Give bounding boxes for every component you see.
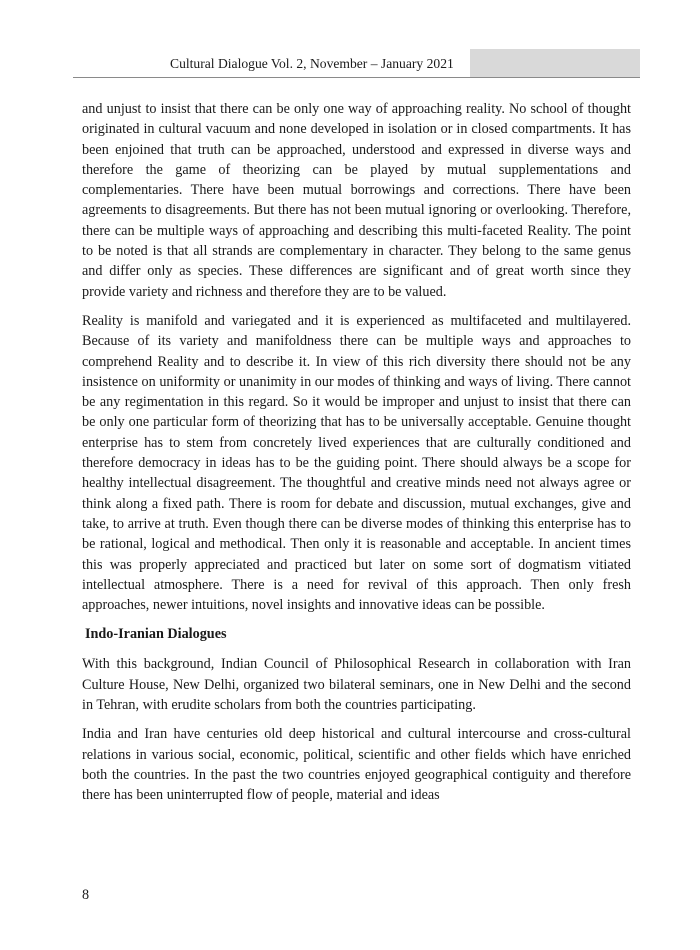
body-paragraph-2: Reality is manifold and variegated and it is experienced as multifaceted and multilayered. Because of its variety and manifoldness there can be multiple ways and approaches to comprehend Reality and to describe it. In view of this rich diversity there should not be any insistence on uniformity or unanimity in our modes of thinking and ways of living. There cannot be any regimentation in this regard. So it would be improper and unjust to insist that there can be only one particular form of theorizing that has to be universally acceptable. Genuine thought enterprise has to stem from concretely lived experiences that are culturally conditioned and therefore democracy in ideas has to be the guiding point. There should always be a scope for healthy intellectual disagreement. The thoughtful and creative minds need not always agree or think along a fixed path. There is room for debate and discussion, mutual exchanges, give and take, to arrive at truth. Even though there can be diverse modes of thinking this enterprise has to be rational, logical and methodical. Then only it is reasonable and acceptable. In ancient times this was properly appreciated and practiced but later on some sort of dogmatism vitiated intellectual atmosphere. There is a need for revival of this approach. Then only fresh approaches, newer intuitions, novel insights and innovative ideas can be possible. [82,312,631,614]
running-title: Cultural Dialogue Vol. 2, November – January 2021 [170,56,454,71]
header-rule [73,77,640,78]
running-header [73,49,640,79]
page-number: 8 [82,887,90,903]
page-body [82,99,631,815]
body-paragraph-3: With this background, Indian Council of Philosophical Research in collaboration with Iran Culture House, New Delhi, organized two bilateral seminars, one in New Delhi and the second in Tehran, with erudite scholars from both the countries participating. [82,656,631,714]
body-paragraph-4: India and Iran have centuries old deep historical and cultural intercourse and cross-cultural relations in various social, economic, political, scientific and other fields which have enriched both the countries. In the past the two countries enjoyed geographical contiguity and therefore there has been uninterrupted flow of people, material and ideas [82,726,631,804]
section-heading: Indo-Iranian Dialogues [85,626,227,643]
header-shaded-bar [470,49,640,78]
body-paragraph-1: and unjust to insist that there can be only one way of approaching reality. No school of thought originated in cultural vacuum and none developed in isolation or in closed compartments. It has been enjoined that truth can be approached, understood and expressed in diverse ways and therefore the game of theorizing can be played by mutual supplementations and complementaries. There have been mutual borrowings and corrections. There have been agreements to disagreements. But there has not been mutual ignoring or overlooking. Therefore, there can be multiple ways of approaching and describing this multi-faceted Reality. The point to be noted is that all strands are complementary in character. They belong to the same genus and differ only as species. These differences are significant and of great worth since they provide variety and richness and therefore they are to be valued. [82,101,631,300]
